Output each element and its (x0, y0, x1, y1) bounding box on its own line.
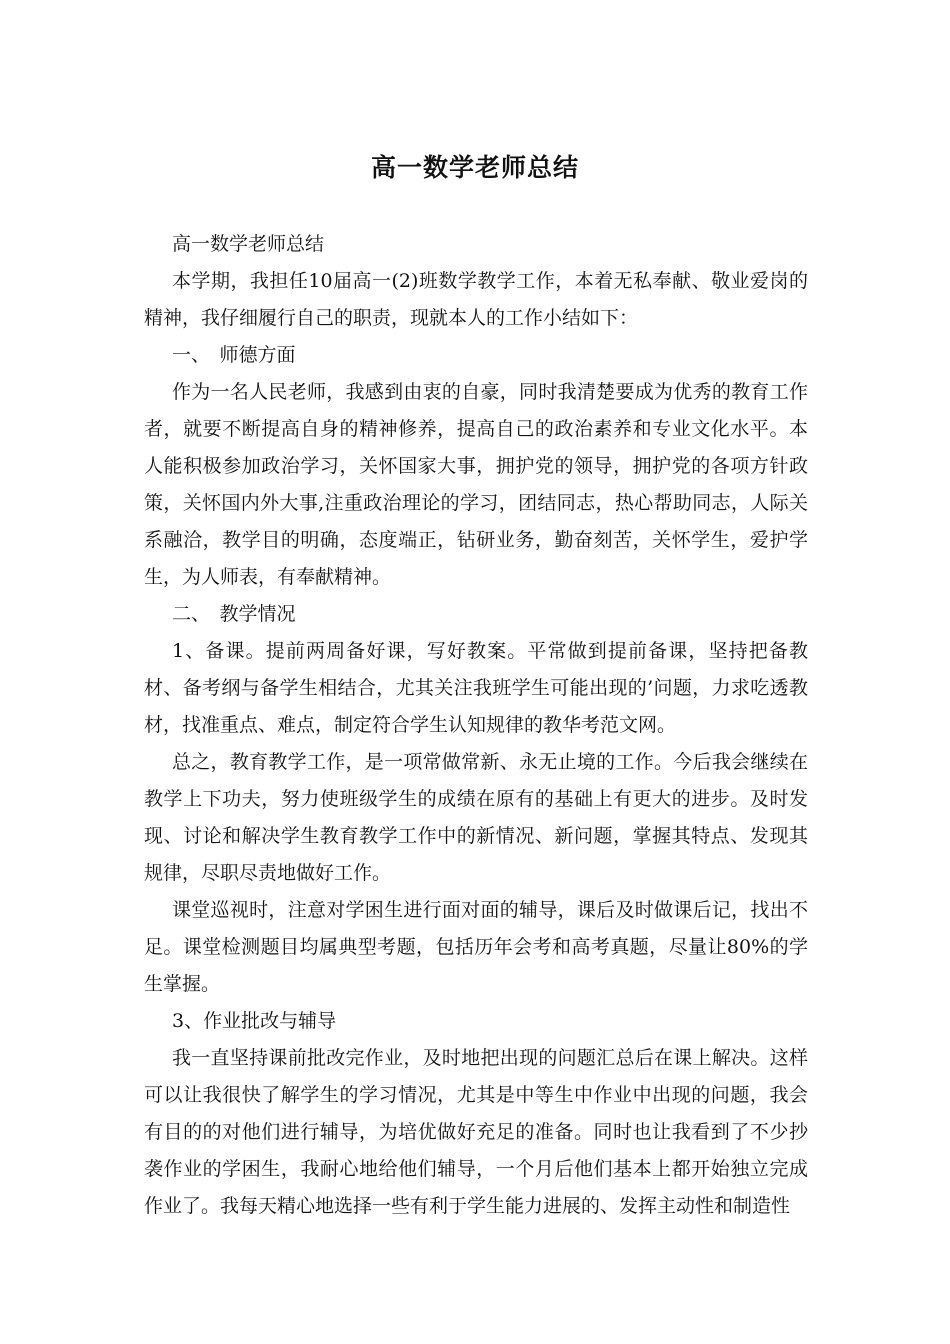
paragraph-heading: 高一数学老师总结 (172, 233, 325, 255)
document-body (144, 226, 808, 1225)
section-heading-ethics: 一、 师德方面 (172, 344, 296, 366)
section-heading-homework: 3、作业批改与辅导 (172, 1010, 337, 1032)
paragraph-intro: 本学期，我担任10届高一(2)班数学教学工作，本着无私奉献、敬业爱岗的精神，我仔细履行自己的职责，现就本人的工作小结如下： (144, 270, 808, 329)
document-title: 高一数学老师总结 (370, 153, 579, 182)
paragraph-lesson-prep: 1、备课。提前两周备好课，写好教案。平常做到提前备课，坚持把备教材、备考纲与备学生相结合，尤其关注我班学生可能出现的’问题，力求吃透教材，找准重点、难点，制定符合学生认知规律的教华考范文网。 (144, 640, 808, 736)
paragraph-classroom: 课堂巡视时，注意对学困生进行面对面的辅导，课后及时做课后记，找出不足。课堂检测题目均属典型考题，包括历年会考和高考真题，尽量让80%的学生掌握。 (144, 899, 808, 995)
paragraph-homework: 我一直坚持课前批改完作业，及时地把出现的问题汇总后在课上解决。这样可以让我很快了解学生的学习情况，尤其是中等生中作业中出现的问题，我会有目的的对他们进行辅导，为培优做好充足的准备。同时也让我看到了不少抄袭作业的学困生，我耐心地给他们辅导，一个月后他们基本上都开始独立完成作业了。我每天精心地选择一些有利于学生能力进展的、发挥主动性和制造性 (144, 1047, 808, 1217)
paragraph-summary: 总之，教育教学工作，是一项常做常新、永无止境的工作。今后我会继续在教学上下功夫，努力使班级学生的成绩在原有的基础上有更大的进步。及时发现、讨论和解决学生教育教学工作中的新情况、新问题，掌握其特点、发现其规律，尽职尽责地做好工作。 (144, 751, 808, 884)
section-heading-teaching: 二、 教学情况 (172, 603, 296, 625)
paragraph-ethics: 作为一名人民老师，我感到由衷的自豪，同时我清楚要成为优秀的教育工作者，就要不断提高自身的精神修养，提高自己的政治素养和专业文化水平。本人能积极参加政治学习，关怀国家大事，拥护党的领导，拥护党的各项方针政策，关怀国内外大事,注重政治理论的学习，团结同志，热心帮助同志，人际关系融洽，教学目的明确，态度端正，钻研业务，勤奋刻苦，关怀学生，爱护学生，为人师表，有奉献精神。 (144, 381, 808, 588)
